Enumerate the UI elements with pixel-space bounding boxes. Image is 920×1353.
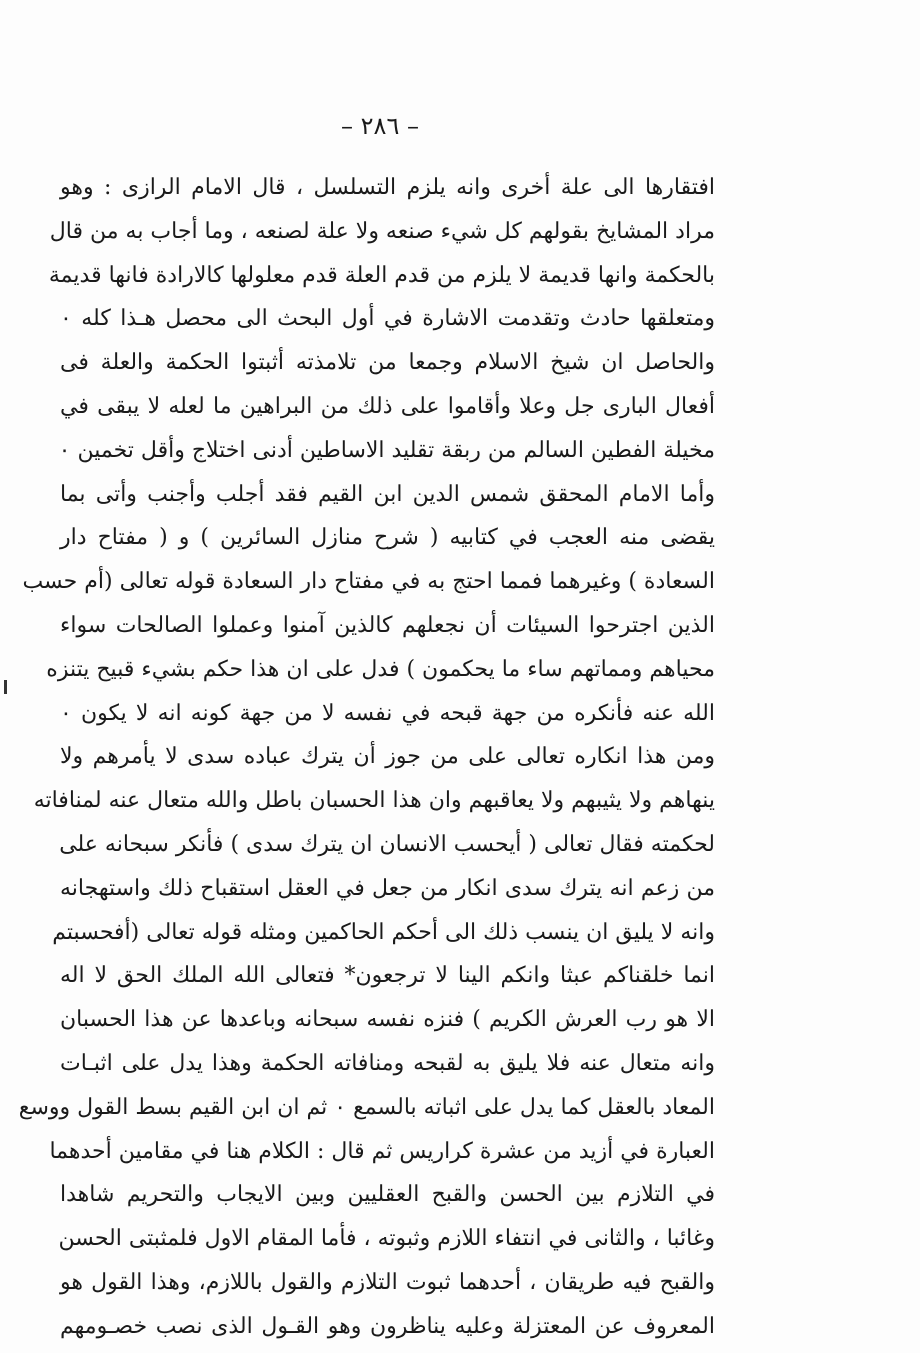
text-line: من زعم انه يترك سدى انكار من جعل في العقل استقباح ذلك واستهجانه — [60, 875, 715, 901]
text-line: والقبح فيه طريقان ، أحدهما ثبوت التلازم والقول باللازم، وهذا القول هو — [60, 1269, 715, 1295]
text-line: افتقارها الى علة أخرى وانه يلزم التسلسل ، قال الامام الرازى : وهو — [60, 175, 715, 200]
text-line: وانه لا يليق ان ينسب ذلك الى أحكم الحاكمين ومثله قوله تعالى (أفحسبتم — [52, 919, 715, 945]
text-line: وانه متعال عنه فلا يليق به لقبحه ومنافاته الحكمة وهذا يدل على اثبـات — [60, 1050, 715, 1076]
text-line: محياهم ومماتهم ساء ما يحكمون ) فدل على ان هذا حكم بشيء قبيح يتنزه — [46, 656, 715, 682]
text-line: في التلازم بين الحسن والقبح العقليين وبين الايجاب والتحريم شاهدا — [60, 1182, 715, 1208]
text-line: والحاصل ان شيخ الاسلام وجمعا من تلامذته أثبتوا الحكمة والعلة فى — [60, 350, 715, 376]
text-line: السعادة ) وغيرهما فمما احتج به في مفتاح دار السعادة قوله تعالى (أم حسب — [22, 569, 715, 595]
text-line: بالحكمة وانها قديمة لا يلزم من قدم العلة قدم معلولها كالارادة فانها قديمة — [48, 262, 715, 288]
text-line: انما خلقناكم عبثا وانكم الينا لا ترجعون* فتعالى الله الملك الحق لا اله — [60, 963, 715, 989]
text-line: الذين اجترحوا السيئات أن نجعلهم كالذين آمنوا وعملوا الصالحات سواء — [60, 612, 715, 638]
text-line: مراد المشايخ بقولهم كل شيء صنعه ولا علة لصنعه ، وما أجاب به من قال — [49, 218, 715, 244]
text-line: ومتعلقها حادث وتقدمت الاشارة في أول البحث الى محصل هـذا كله ٠ — [60, 306, 715, 332]
text-line: أفعال البارى جل وعلا وأقاموا على ذلك من البراهين ما لعله لا يبقى في — [60, 393, 715, 419]
body-text — [18, 166, 715, 1349]
text-line: المعاد بالعقل كما يدل على اثباته بالسمع ٠ ثم ان ابن القيم بسط القول ووسع — [18, 1094, 715, 1120]
page-number: – ٢٨٦ – — [341, 112, 419, 140]
text-line: المعروف عن المعتزلة وعليه يناظرون وهو القـول الذى نصب خصـومهم — [60, 1313, 715, 1339]
text-line: ينهاهم ولا يثيبهم ولا يعاقبهم وان هذا الحسبان باطل والله متعال عنه لمنافاته — [33, 788, 715, 814]
text-line: الا هو رب العرش الكريم ) فنزه نفسه سبحانه وباعدها عن هذا الحسبان — [60, 1007, 715, 1033]
text-line: مخيلة الفطين السالم من ربقة تقليد الاساطين أدنى اختلاج وأقل تخمين ٠ — [58, 437, 715, 463]
text-line: ومن هذا انكاره تعالى على من جوز أن يترك عباده سدى لا يأمرهم ولا — [60, 744, 715, 770]
text-line: وغائبا ، والثانى في انتفاء اللازم وثبوته ، فأما المقام الاول فلمثبتى الحسن — [58, 1226, 715, 1252]
text-line: وأما الامام المحقق شمس الدين ابن القيم فقد أجلب وأجنب وأتى بما — [60, 481, 715, 507]
text-line: العبارة في أزيد من عشرة كراريس ثم قال : الكلام هنا في مقامين أحدهما — [49, 1138, 715, 1164]
text-line: لحكمته فقال تعالى ( أيحسب الانسان ان يترك سدى ) فأنكر سبحانه على — [59, 831, 715, 857]
text-line: الله عنه فأنكره من جهة قبحه في نفسه لا من جهة كونه انه لا يكون ٠ — [60, 700, 715, 726]
margin-mark — [4, 680, 7, 694]
text-line: يقضى منه العجب في كتابيه ( شرح منازل السائرين ) و ( مفتاح دار — [60, 525, 715, 551]
